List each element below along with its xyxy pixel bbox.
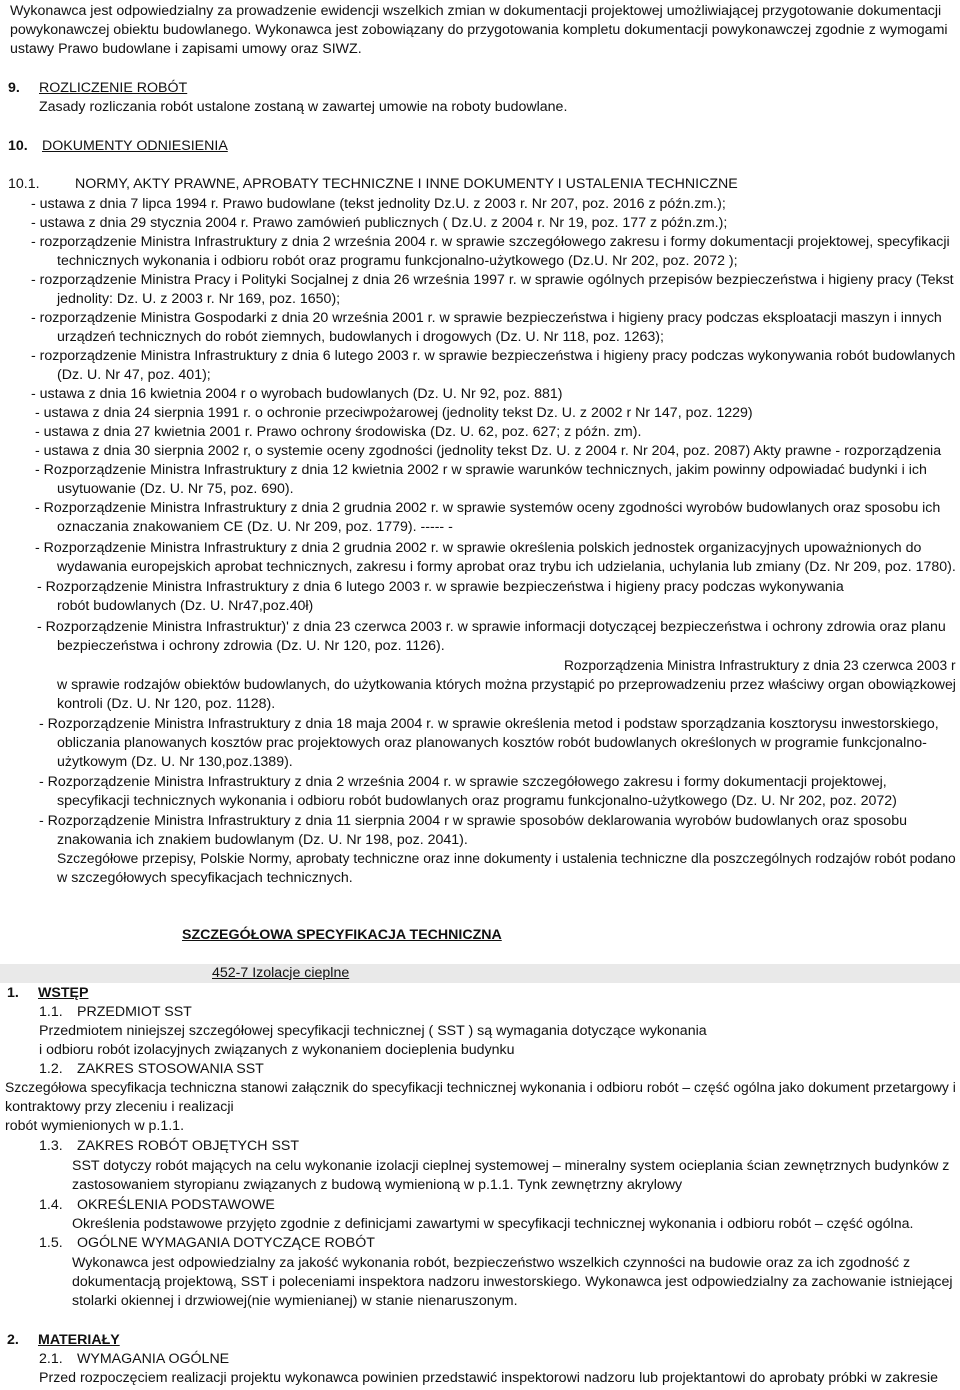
section-10-1-title: NORMY, AKTY PRAWNE, APROBATY TECHNICZNE I INNE DOKUMENTY I USTALENIA TECHNICZNE: [75, 176, 738, 192]
reference-line: wydawania europejskich aprobat technicznych, zakresu i formy aprobat oraz trybu ich udzielania, uchylania lub zmiany (Dz. Nr 209, poz. 1780).: [57, 559, 956, 575]
section-1-5-text: Wykonawca jest odpowiedzialny za jakość wykonania robót, bezpieczeństwo wszelkich czynności na budowie oraz za ich zgodność z: [72, 1255, 911, 1271]
intro-line-3: ustawy Prawo budowlane i zapisami umowy oraz SIWZ.: [10, 41, 362, 57]
section-9-text: Zasady rozliczania robót ustalone zostaną w zawartej umowie na roboty budowlane.: [39, 99, 568, 115]
reference-line: robót budowlanych (Dz. U. Nr47,poz.40ł): [57, 598, 314, 614]
reference-line: - rozporządzenie Ministra Pracy i Polityki Socjalnej z dnia 26 września 1997 r. w sprawie ogólnych przepisów bezpieczeństwa i higieny pracy (Tekst: [31, 272, 954, 288]
reference-line: - Rozporządzenie Ministra Infrastruktur)' z dnia 23 czerwca 2003 r. w sprawie informacji dotyczącej bezpieczeństwa i ochrony zdrowia oraz planu: [37, 619, 946, 635]
reference-line: oznaczania znakowaniem CE (Dz. U. Nr 209, poz. 1779). ----- -: [57, 519, 453, 535]
section-1-5-title: OGÓLNE WYMAGANIA DOTYCZĄCE ROBÓT: [77, 1235, 375, 1251]
reference-line: (Dz. U. Nr 47, poz. 401);: [57, 367, 211, 383]
reference-line: znakowania ich znakiem budowlanym (Dz. U. Nr 198, poz. 2041).: [57, 832, 468, 848]
section-1-2-text: Szczegółowa specyfikacja techniczna stanowi załącznik do specyfikacji technicznej wykonania i odbioru robót – część ogólna jako dokument przetargowy i: [5, 1080, 956, 1096]
reference-line: bezpieczeństwa i ochrony zdrowia (Dz. U. Nr 120, poz. 1126).: [57, 638, 445, 654]
section-1-1-title: PRZEDMIOT SST: [77, 1004, 192, 1020]
section-10-title: DOKUMENTY ODNIESIENIA: [42, 138, 228, 154]
reference-line: - Rozporządzenie Ministra Infrastruktury z dnia 2 grudnia 2002 r. w sprawie określenia polskich jednostek organizacyjnych upoważnionych do: [35, 540, 922, 556]
reference-line: usytuowanie (Dz. U. Nr 75, poz. 690).: [57, 481, 294, 497]
section-2-1-text: Przed rozpoczęciem realizacji projektu wykonawca powinien przedstawić inspektorowi nadzoru lub projektantowi do aprobaty próbki w zakresie: [39, 1370, 938, 1386]
reference-line: w szczegółowych specyfikacjach technicznych.: [57, 870, 353, 886]
section-9-number: 9.: [8, 80, 20, 96]
section-1-4-text: Określenia podstawowe przyjęto zgodnie z definicjami zawartymi w specyfikacji technicznej wykonania i odbioru robót – część ogólna.: [72, 1216, 914, 1232]
reference-line: - ustawa z dnia 30 sierpnia 2002 r, o systemie oceny zgodności (jednolity tekst Dz. U. z 2004 r. Nr 204, poz. 2087) Akty prawne - rozporządzenia: [35, 443, 942, 459]
section-1-5-text: stolarki okiennej i drzwiowej(nie wymienianej) w stanie nienaruszonym.: [72, 1293, 518, 1309]
sst-code: 452-7 Izolacje cieplne: [212, 965, 350, 981]
section-1-5-text: dokumentacją projektową, SST i poleceniami inspektora nadzoru inwestorskiego. Wykonawca jest odpowiedzialny za zachowanie istniejącej: [72, 1274, 953, 1290]
reference-line: - Rozporządzenie Ministra Infrastruktury z dnia 11 sierpnia 2004 r w sprawie sposobów deklarowania wyrobów budowlanych oraz sposobu: [39, 813, 907, 829]
intro-line-2: powykonawczej obiektu budowlanego. Wykonawca jest zobowiązany do przygotowania kompletu dokumentacji powykonawczej zgodnie z wymogami: [10, 22, 948, 38]
reference-line: - ustawa z dnia 27 kwietnia 2001 r. Prawo ochrony środowiska (Dz. U. 62, poz. 627; z późn. zm).: [35, 424, 642, 440]
section-1-3-text: zastosowaniem styropianu związanych z budową wymienioną w p.1.1. Tynk zewnętrzny akrylowy: [72, 1177, 683, 1193]
reference-line: - rozporządzenie Ministra Gospodarki z dnia 20 września 2001 r. w sprawie bezpieczeństwa i higieny pracy podczas eksploatacji maszyn i innych: [31, 310, 942, 326]
section-1-3-title: ZAKRES ROBÓT OBJĘTYCH SST: [77, 1138, 300, 1154]
section-1-2-text: kontraktowy przy zleceniu i realizacji: [5, 1099, 234, 1115]
section-1-4-number: 1.4.: [39, 1197, 63, 1213]
sst-title: SZCZEGÓŁOWA SPECYFIKACJA TECHNICZNA: [182, 927, 502, 943]
reference-line: kontroli (Dz. U. Nr 120, poz. 1128).: [57, 696, 276, 712]
reference-line: technicznych wykonania i odbioru robót oraz programu funkcjonalno-użytkowego (Dz.U. Nr 202, poz. 2072 );: [57, 253, 738, 269]
intro-line-1: Wykonawca jest odpowiedzialny za prowadzenie ewidencji wszelkich zmian w dokumentacji projektowej umożliwiającej przygotowanie dokumentacji: [10, 3, 942, 19]
section-2-title: MATERIAŁY: [38, 1332, 120, 1348]
reference-line: - rozporządzenie Ministra Infrastruktury z dnia 2 września 2004 r. w sprawie szczegółowego zakresu i formy dokumentacji projektowej, specyfikacji: [31, 234, 950, 250]
section-1-5-number: 1.5.: [39, 1235, 63, 1251]
sst-code-bar: [0, 964, 960, 983]
reference-line: specyfikacji technicznych wykonania i odbioru robót budowlanych oraz programu funkcjonalno-użytkowego (Dz. U. Nr 202, poz. 2072): [57, 793, 897, 809]
reference-line: - ustawa z dnia 7 lipca 1994 r. Prawo budowlane (tekst jednolity Dz.U. z 2003 r. Nr 207, poz. 2016 z późn.zm.);: [31, 196, 726, 212]
reference-line: - Rozporządzenie Ministra Infrastruktury z dnia 18 maja 2004 r. w sprawie określenia metod i podstaw sporządzania kosztorysu inwestorskiego,: [39, 716, 939, 732]
reference-line: obliczania planowanych kosztów prac projektowych oraz planowanych kosztów robót budowlanych określonych w programie funkcjonalno-: [57, 735, 927, 751]
reference-line: w sprawie rodzajów obiektów budowlanych, do użytkowania których można przystąpić po przeprowadzeniu przez właściwy organ obowiązkowej: [57, 677, 956, 693]
section-2-1-number: 2.1.: [39, 1351, 63, 1367]
section-1-title: WSTĘP: [38, 985, 89, 1001]
section-10-1-number: 10.1.: [8, 176, 40, 192]
reference-line: - Rozporządzenie Ministra Infrastruktury z dnia 6 lutego 2003 r. w sprawie bezpieczeństwa i higieny pracy podczas wykonywania: [37, 579, 844, 595]
section-1-3-number: 1.3.: [39, 1138, 63, 1154]
section-1-2-text: robót wymienionych w p.1.1.: [5, 1118, 185, 1134]
reference-line: - Rozporządzenie Ministra Infrastruktury z dnia 2 grudnia 2002 r. w sprawie systemów oceny zgodności wyrobów budowlanych oraz sposobu ich: [35, 500, 941, 516]
section-1-3-text: SST dotyczy robót mających na celu wykonanie izolacji cieplnej systemowej – mineralny system ocieplania ścian zewnętrznych budynków z: [72, 1158, 950, 1174]
reference-line: - Rozporządzenie Ministra Infrastruktury z dnia 12 kwietnia 2002 r w sprawie warunków technicznych, jakim powinny odpowiadać budynki i ich: [35, 462, 927, 478]
section-1-4-title: OKREŚLENIA PODSTAWOWE: [77, 1197, 275, 1213]
section-1-2-number: 1.2.: [39, 1061, 63, 1077]
section-1-1-text: Przedmiotem niniejszej szczegółowej specyfikacji technicznej ( SST ) są wymagania dotyczące wykonania: [39, 1023, 707, 1039]
section-10-number: 10.: [8, 138, 28, 154]
reference-line: Rozporządzenia Ministra Infrastruktury z dnia 23 czerwca 2003 r: [564, 658, 956, 674]
reference-line: użytkowym (Dz. U. Nr 130,poz.1389).: [57, 754, 293, 770]
section-2-1-title: WYMAGANIA OGÓLNE: [77, 1351, 230, 1367]
reference-line: jednolity: Dz. U. z 2003 r. Nr 169, poz. 1650);: [57, 291, 341, 307]
reference-line: - ustawa z dnia 24 sierpnia 1991 r. o ochronie przeciwpożarowej (jednolity tekst Dz. U. z 2002 r Nr 147, poz. 1229): [35, 405, 753, 421]
reference-line: - ustawa z dnia 29 stycznia 2004 r. Prawo zamówień publicznych ( Dz.U. z 2004 r. Nr 19, poz. 177 z późn.zm.);: [31, 215, 728, 231]
reference-line: - ustawa z dnia 16 kwietnia 2004 r o wyrobach budowlanych (Dz. U. Nr 92, poz. 881): [31, 386, 563, 402]
reference-line: urządzeń technicznych do robót ziemnych, budowlanych i drogowych (Dz. U. Nr 118, poz. 1263);: [57, 329, 664, 345]
section-1-1-number: 1.1.: [39, 1004, 63, 1020]
section-1-1-text: i odbioru robót izolacyjnych związanych z wykonaniem docieplenia budynku: [39, 1042, 515, 1058]
section-1-number: 1.: [7, 985, 19, 1001]
reference-line: Szczegółowe przepisy, Polskie Normy, aprobaty techniczne oraz inne dokumenty i ustalenia techniczne dla poszczególnych rodzajów robót podano: [57, 851, 956, 867]
section-9-title: ROZLICZENIE ROBÓT: [39, 80, 188, 96]
reference-line: - Rozporządzenie Ministra Infrastruktury z dnia 2 września 2004 r. w sprawie szczegółowego zakresu i formy dokumentacji projektowej,: [39, 774, 887, 790]
section-2-number: 2.: [7, 1332, 19, 1348]
section-1-2-title: ZAKRES STOSOWANIA SST: [77, 1061, 264, 1077]
reference-line: - rozporządzenie Ministra Infrastruktury z dnia 6 lutego 2003 r. w sprawie bezpieczeństwa i higieny pracy podczas wykonywania robót budowlanych: [31, 348, 956, 364]
